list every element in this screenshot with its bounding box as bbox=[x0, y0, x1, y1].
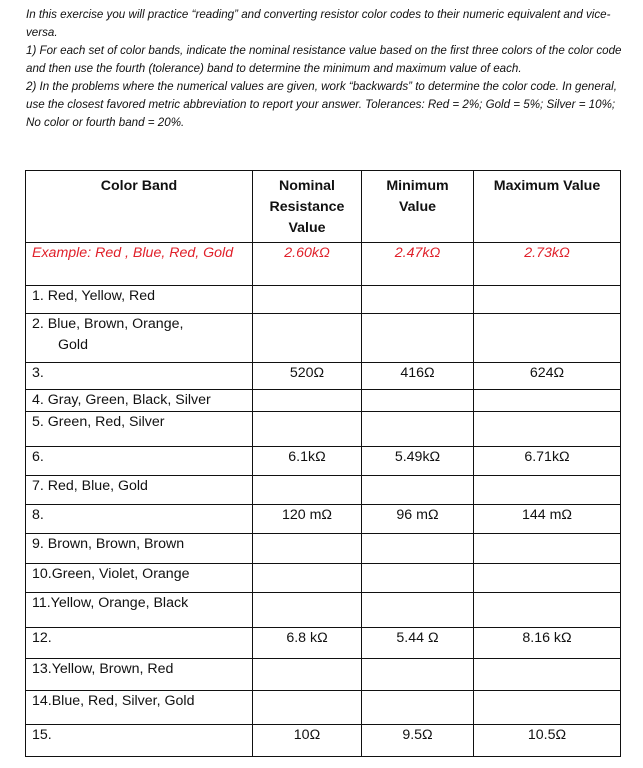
header-maximum: Maximum Value bbox=[474, 171, 621, 243]
row-maximum: 144 mΩ bbox=[474, 505, 621, 534]
row-nominal: 520Ω bbox=[253, 363, 362, 390]
row-nominal: 120 mΩ bbox=[253, 505, 362, 534]
table-row bbox=[26, 534, 621, 564]
row-maximum: 624Ω bbox=[474, 363, 621, 390]
row-nominal[interactable] bbox=[253, 593, 362, 628]
row-maximum[interactable] bbox=[474, 476, 621, 505]
example-nominal: 2.60kΩ bbox=[253, 243, 362, 286]
row-nominal[interactable] bbox=[253, 412, 362, 447]
row-minimum: 416Ω bbox=[362, 363, 474, 390]
row-color-band bbox=[26, 314, 253, 363]
row-minimum: 96 mΩ bbox=[362, 505, 474, 534]
example-color-band: Example: Red , Blue, Red, Gold bbox=[26, 243, 253, 286]
row-color-band[interactable]: 3. bbox=[26, 363, 253, 390]
header-color-band: Color Band bbox=[26, 171, 253, 243]
row-color-band: 7. Red, Blue, Gold bbox=[26, 476, 253, 505]
table-row bbox=[26, 390, 621, 412]
table-row bbox=[26, 447, 621, 476]
row-nominal: 6.1kΩ bbox=[253, 447, 362, 476]
table-row bbox=[26, 314, 621, 363]
row-nominal: 6.8 kΩ bbox=[253, 628, 362, 659]
row-minimum[interactable] bbox=[362, 691, 474, 725]
row-minimum[interactable] bbox=[362, 286, 474, 314]
row-nominal[interactable] bbox=[253, 659, 362, 691]
resistor-color-code-table bbox=[25, 170, 621, 757]
row-maximum[interactable] bbox=[474, 593, 621, 628]
instructions-step-2: 2) In the problems where the numerical values are given, work “backwards” to determine the color code. In general, use the closest favored metric abbreviation to report your answer. Tolerances: Red = 2%; Gold = 5%; Silver = 10%; No color or fourth band = 20%. bbox=[26, 80, 617, 129]
row-maximum[interactable] bbox=[474, 691, 621, 725]
row-maximum[interactable] bbox=[474, 286, 621, 314]
header-minimum: Minimum Value bbox=[362, 171, 474, 243]
row-nominal[interactable] bbox=[253, 314, 362, 363]
row-nominal: 10Ω bbox=[253, 725, 362, 757]
row-nominal[interactable] bbox=[253, 534, 362, 564]
instructions-step-1: 1) For each set of color bands, indicate the nominal resistance value based on the first three colors of the color code and then use the fourth (tolerance) band to determine the minimum and maximum value of each. bbox=[26, 44, 622, 75]
row-color-band[interactable]: 12. bbox=[26, 628, 253, 659]
example-row bbox=[26, 243, 621, 286]
row-color-band[interactable]: 15. bbox=[26, 725, 253, 757]
row-color-band: 4. Gray, Green, Black, Silver bbox=[26, 390, 253, 412]
example-maximum: 2.73kΩ bbox=[474, 243, 621, 286]
row-nominal[interactable] bbox=[253, 390, 362, 412]
row-minimum[interactable] bbox=[362, 390, 474, 412]
row-maximum[interactable] bbox=[474, 659, 621, 691]
row-nominal[interactable] bbox=[253, 286, 362, 314]
row-minimum[interactable] bbox=[362, 476, 474, 505]
table-row bbox=[26, 505, 621, 534]
header-row bbox=[26, 171, 621, 243]
header-nominal: Nominal Resistance Value bbox=[253, 171, 362, 243]
example-minimum: 2.47kΩ bbox=[362, 243, 474, 286]
row-maximum: 10.5Ω bbox=[474, 725, 621, 757]
row-color-band: 1. Red, Yellow, Red bbox=[26, 286, 253, 314]
row-minimum[interactable] bbox=[362, 659, 474, 691]
row-minimum[interactable] bbox=[362, 564, 474, 593]
row-maximum[interactable] bbox=[474, 564, 621, 593]
row-maximum[interactable] bbox=[474, 412, 621, 447]
table-row bbox=[26, 659, 621, 691]
row-color-band: 11.Yellow, Orange, Black bbox=[26, 593, 253, 628]
row-color-band: 14.Blue, Red, Silver, Gold bbox=[26, 691, 253, 725]
row-maximum: 6.71kΩ bbox=[474, 447, 621, 476]
row-minimum[interactable] bbox=[362, 314, 474, 363]
row-nominal[interactable] bbox=[253, 476, 362, 505]
row-color-band[interactable]: 6. bbox=[26, 447, 253, 476]
row-nominal[interactable] bbox=[253, 691, 362, 725]
row-color-band-line: 2. Blue, Brown, Orange, bbox=[32, 316, 184, 332]
row-minimum[interactable] bbox=[362, 412, 474, 447]
row-color-band: 10.Green, Violet, Orange bbox=[26, 564, 253, 593]
table-row bbox=[26, 286, 621, 314]
row-maximum: 8.16 kΩ bbox=[474, 628, 621, 659]
row-minimum[interactable] bbox=[362, 534, 474, 564]
table-row bbox=[26, 628, 621, 659]
table-row bbox=[26, 691, 621, 725]
instructions-intro: In this exercise you will practice “reading” and converting resistor color codes to their numeric equivalent and vice-versa. bbox=[26, 8, 611, 39]
row-nominal[interactable] bbox=[253, 564, 362, 593]
row-minimum: 5.49kΩ bbox=[362, 447, 474, 476]
table-row bbox=[26, 564, 621, 593]
row-minimum: 9.5Ω bbox=[362, 725, 474, 757]
row-color-band: 5. Green, Red, Silver bbox=[26, 412, 253, 447]
instructions bbox=[26, 6, 632, 132]
row-color-band-continuation: Gold bbox=[58, 337, 88, 353]
table-row bbox=[26, 593, 621, 628]
row-maximum[interactable] bbox=[474, 314, 621, 363]
row-maximum[interactable] bbox=[474, 390, 621, 412]
row-maximum[interactable] bbox=[474, 534, 621, 564]
table-row bbox=[26, 363, 621, 390]
table-row bbox=[26, 412, 621, 447]
row-color-band[interactable]: 8. bbox=[26, 505, 253, 534]
row-minimum[interactable] bbox=[362, 593, 474, 628]
row-color-band: 9. Brown, Brown, Brown bbox=[26, 534, 253, 564]
row-color-band: 13.Yellow, Brown, Red bbox=[26, 659, 253, 691]
row-minimum: 5.44 Ω bbox=[362, 628, 474, 659]
table-row bbox=[26, 725, 621, 757]
table-row bbox=[26, 476, 621, 505]
